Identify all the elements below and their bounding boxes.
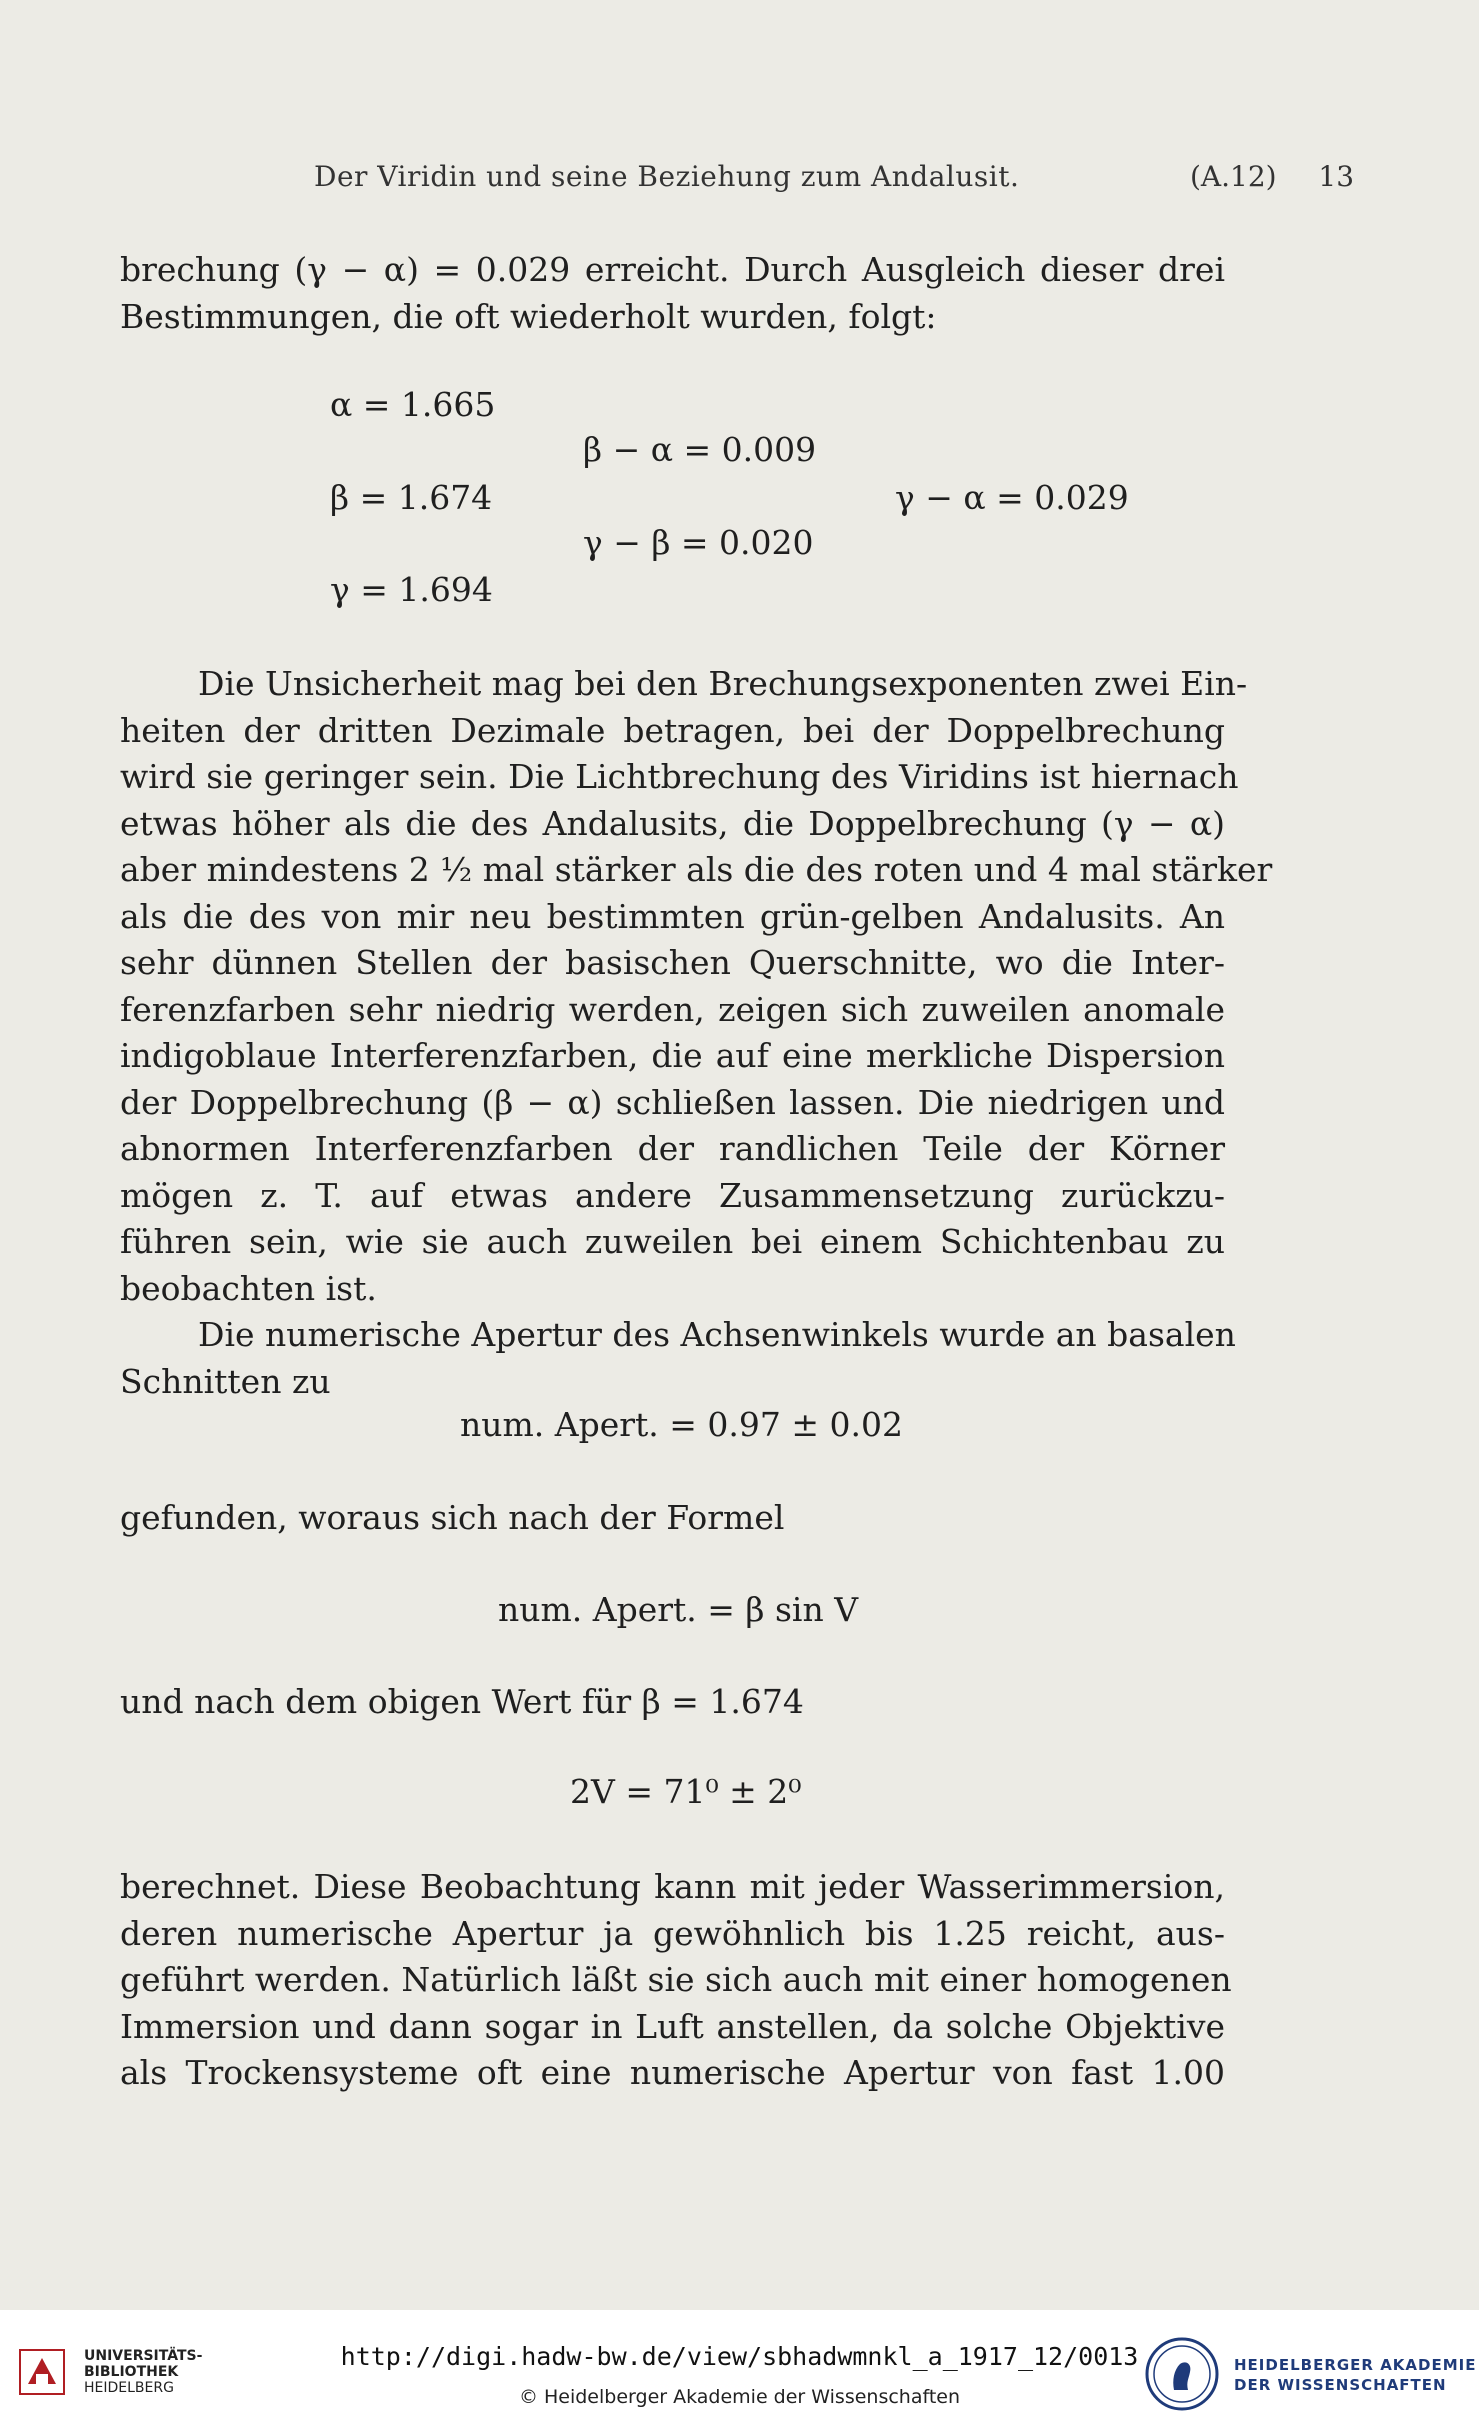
text-line: beobachten ist. — [120, 1268, 377, 1308]
beta-minus-alpha: β − α = 0.009 — [583, 430, 817, 469]
copyright-notice: © Heidelberger Akademie der Wissenschaften — [518, 2386, 961, 2408]
gamma-value: γ = 1.694 — [330, 570, 493, 609]
beta-value: β = 1.674 — [330, 478, 493, 517]
text-line: Immersion und dann sogar in Luft anstellen, da solche Objektive — [120, 2006, 1225, 2046]
text-line: ferenzfarben sehr niedrig werden, zeigen sich zuweilen anomale — [120, 989, 1225, 1029]
equation-aperture: num. Apert. = 0.97 ± 0.02 — [460, 1405, 904, 1444]
text-line: Die numerische Apertur des Achsenwinkels wurde an basalen — [198, 1315, 1236, 1354]
text-line: brechung (γ − α) = 0.029 erreicht. Durch Ausgleich dieser drei — [120, 250, 1225, 289]
text-line: etwas höher als die des Andalusits, die Doppelbrechung (γ − α) — [120, 803, 1225, 843]
text-beta-value: und nach dem obigen Wert für β = 1.674 — [120, 1682, 804, 1721]
gamma-minus-beta: γ − β = 0.020 — [583, 523, 814, 562]
text-line: Bestimmungen, die oft wiederholt wurden, folgt: — [120, 296, 937, 336]
text-line: geführt werden. Natürlich läßt sie sich auch mit einer homogenen — [120, 1960, 1232, 1999]
text-line: mögen z. T. auf etwas andere Zusammensetzung zurückzu- — [120, 1175, 1225, 1215]
text-line: führen sein, wie sie auch zuweilen bei einem Schichtenbau zu — [120, 1222, 1225, 1261]
alpha-value: α = 1.665 — [330, 385, 496, 424]
text-line: aber mindestens 2 ½ mal stärker als die des roten und 4 mal stärker — [120, 850, 1273, 889]
text-line: sehr dünnen Stellen der basischen Querschnitte, wo die Inter- — [120, 943, 1225, 982]
equation-axial-angle: 2V = 71⁰ ± 2⁰ — [570, 1772, 802, 1811]
permalink-url[interactable]: http://digi.hadw-bw.de/view/sbhadwmnkl_a_1917_12/0013 — [340, 2342, 1139, 2371]
gamma-minus-alpha: γ − α = 0.029 — [895, 478, 1129, 517]
text-line: als die des von mir neu bestimmten grün-gelben Andalusits. An — [120, 896, 1225, 936]
text-line: deren numerische Apertur ja gewöhnlich bis 1.25 reicht, aus- — [120, 1913, 1225, 1953]
text-line: als Trockensysteme oft eine numerische Apertur von fast 1.00 — [120, 2053, 1225, 2092]
academy-name: HEIDELBERGER AKADEMIE DER WISSENSCHAFTEN — [1234, 2356, 1477, 2394]
text-line: heiten der dritten Dezimale betragen, bei der Doppelbrechung — [120, 710, 1225, 750]
text-line: Schnitten zu — [120, 1361, 331, 1401]
paragraph-1 — [120, 247, 1225, 340]
text-line: indigoblaue Interferenzfarben, die auf eine merkliche Dispersion — [120, 1036, 1225, 1075]
text-line: Die Unsicherheit mag bei den Brechungsexponenten zwei Ein- — [198, 664, 1248, 703]
university-library-name: UNIVERSITÄTS- BIBLIOTHEK HEIDELBERG — [84, 2348, 203, 2396]
academy-seal-icon — [1144, 2336, 1220, 2412]
page-header-right — [1190, 160, 1354, 193]
text-line: wird sie geringer sein. Die Lichtbrechung des Viridins ist hiernach — [120, 757, 1239, 796]
paragraph-3 — [120, 1312, 1236, 1405]
text-line: abnormen Interferenzfarben der randlichen Teile der Körner — [120, 1129, 1225, 1168]
text-line: der Doppelbrechung (β − α) schließen lassen. Die niedrigen und — [120, 1082, 1225, 1122]
section-ref: (A.12) — [1190, 160, 1277, 193]
paragraph-2 — [120, 661, 1273, 1312]
text-formula-intro: gefunden, woraus sich nach der Formel — [120, 1498, 785, 1537]
page-number: 13 — [1318, 160, 1355, 193]
footer-bar — [0, 2310, 1479, 2423]
paragraph-4 — [120, 1864, 1232, 2097]
text-line: berechnet. Diese Beobachtung kann mit jeder Wasserimmersion, — [120, 1867, 1225, 1906]
running-header: Der Viridin und seine Beziehung zum Andalusit. — [314, 160, 1020, 193]
equation-formula: num. Apert. = β sin V — [498, 1590, 859, 1629]
